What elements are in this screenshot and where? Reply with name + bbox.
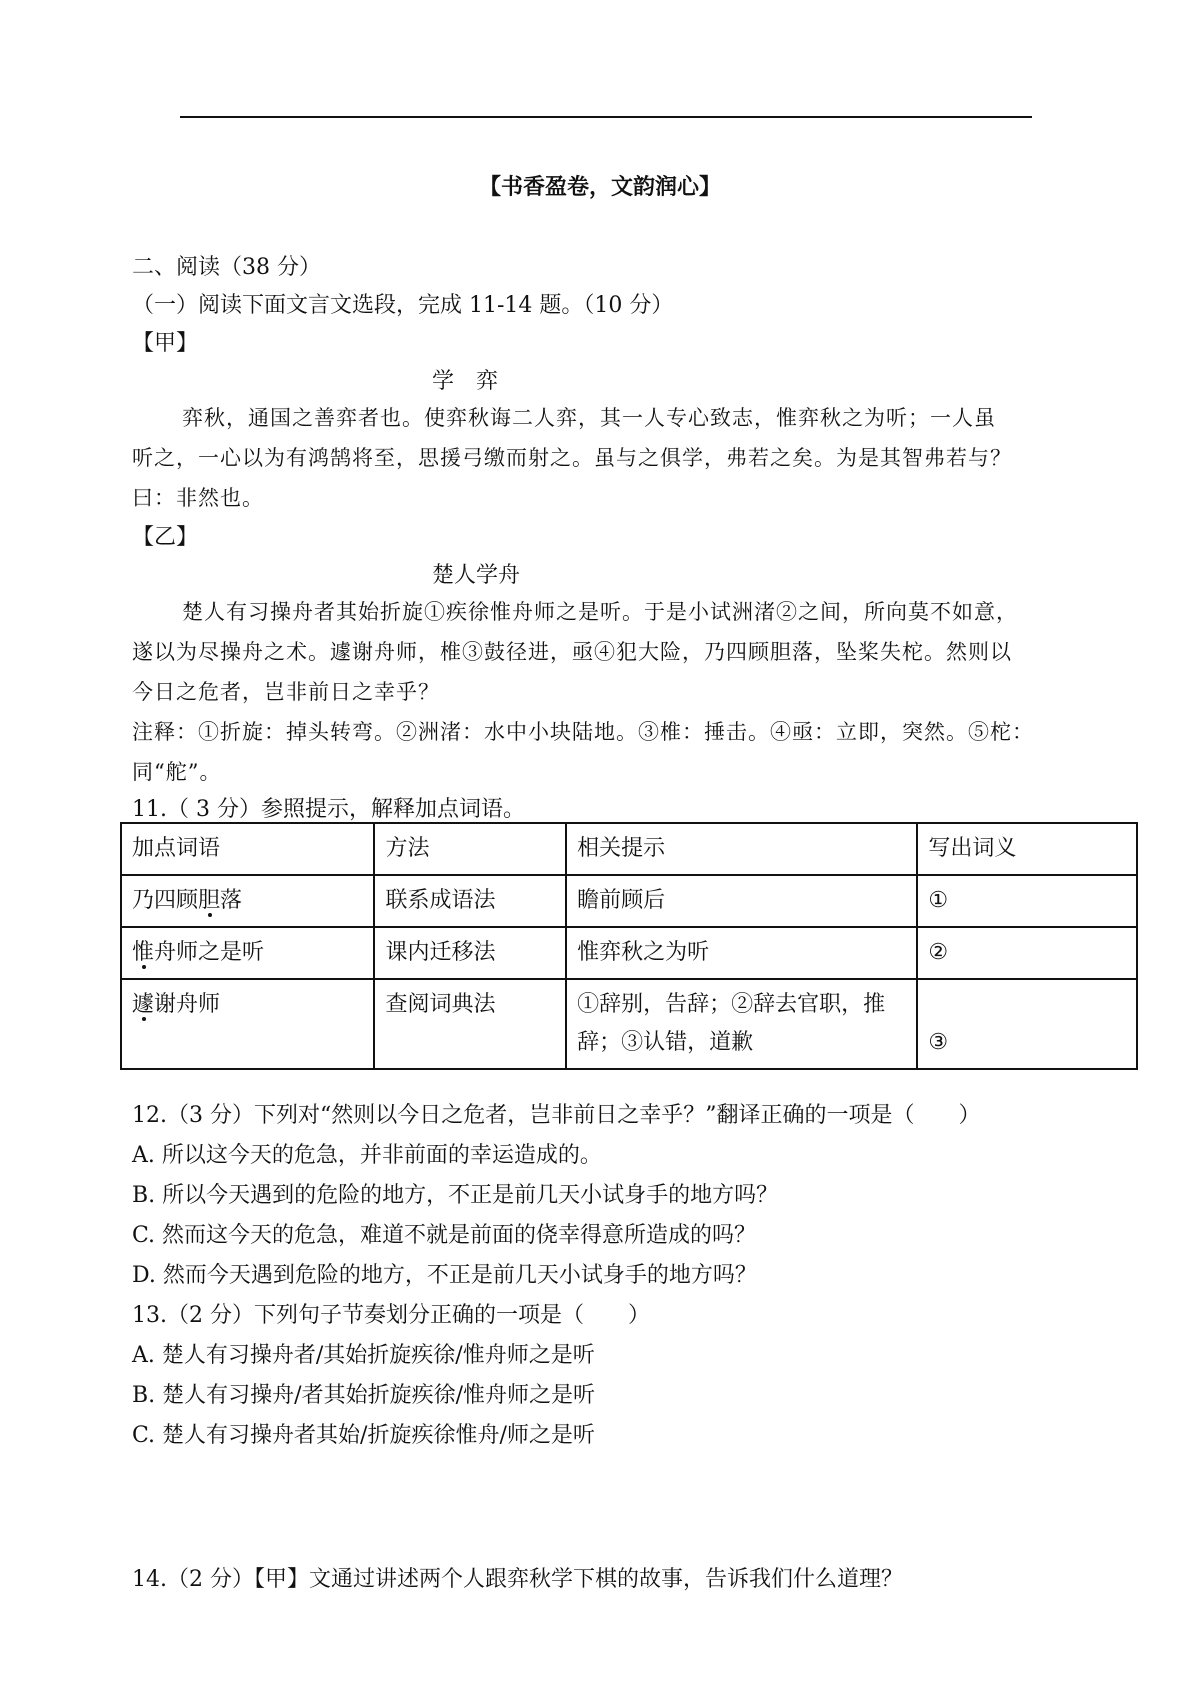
dotted-character: 惟 — [132, 940, 155, 965]
hint-cell: 瞻前顾后 — [566, 875, 917, 927]
answer-cell[interactable]: ① — [917, 875, 1137, 927]
answer-cell[interactable]: ③ — [917, 979, 1137, 1069]
passage-yi-line: 遂以为尽操舟之术。遽谢舟师，椎③鼓径进，亟④犯大险，乃四顾胆落，坠桨失柁。然则以 — [132, 640, 1012, 664]
passage-jia-line: 听之，一心以为有鸿鹄将至，思援弓缴而射之。虽与之俱学，弗若之矣。为是其智弗若与？ — [132, 446, 1012, 470]
vocabulary-table — [120, 822, 1138, 1070]
top-rule — [180, 116, 1032, 118]
question-14-stem: 14.（2 分）【甲】文通过讲述两个人跟弈秋学下棋的故事，告诉我们什么道理？ — [132, 1567, 903, 1592]
dotted-word-cell — [121, 979, 374, 1069]
passage-yi-label: 【乙】 — [132, 525, 199, 550]
passage-jia-line: 曰：非然也。 — [132, 486, 264, 510]
passage-jia-label: 【甲】 — [132, 331, 199, 356]
option-c[interactable]: C. 然而这今天的危急，难道不就是前面的侥幸得意所造成的吗？ — [132, 1223, 757, 1248]
option-c[interactable]: C. 楚人有习操舟者其始/折旋疾徐惟舟/师之是听 — [132, 1423, 595, 1448]
footnote-line: 同“舵”。 — [132, 760, 222, 784]
passage-yi-title: 楚人学舟 — [432, 563, 521, 588]
question-13-stem: 13.（2 分）下列句子节奏划分正确的一项是（ ） — [132, 1303, 650, 1328]
footnote-line: 注释：①折旋：掉头转弯。②洲渚：水中小块陆地。③椎：捶击。④亟：立即，突然。⑤柁： — [132, 720, 1034, 744]
method-cell: 联系成语法 — [374, 875, 566, 927]
word-text: 乃四顾 — [132, 888, 199, 913]
dotted-word-cell — [121, 927, 374, 979]
hint-cell: ①辞别，告辞；②辞去官职，推辞；③认错，道歉 — [566, 979, 917, 1069]
dotted-word-cell — [121, 875, 374, 927]
option-d[interactable]: D. 然而今天遇到危险的地方，不正是前几天小试身手的地方吗？ — [132, 1263, 757, 1288]
table-row — [121, 875, 1137, 927]
method-cell: 查阅词典法 — [374, 979, 566, 1069]
option-b[interactable]: B. 楚人有习操舟/者其始折旋疾徐/惟舟师之是听 — [132, 1383, 595, 1408]
word-text: 谢舟师 — [154, 992, 221, 1017]
dotted-character: 胆 — [198, 888, 221, 913]
table-header-cell: 写出词义 — [917, 823, 1137, 875]
dotted-character: 遽 — [132, 992, 155, 1017]
page-title: 【书香盈卷，文韵润心】 — [478, 174, 721, 200]
word-text: 落 — [220, 888, 243, 913]
table-header-cell: 加点词语 — [121, 823, 374, 875]
option-a[interactable]: A. 所以这今天的危急，并非前面的幸运造成的。 — [132, 1143, 602, 1168]
passage-jia-line: 弈秋，通国之善弈者也。使弈秋诲二人弈，其一人专心致志，惟弈秋之为听；一人虽 — [182, 406, 996, 430]
table-header-row — [121, 823, 1137, 875]
hint-cell: 惟弈秋之为听 — [566, 927, 917, 979]
passage-yi-line: 今日之危者，岂非前日之幸乎？ — [132, 680, 440, 704]
answer-cell[interactable]: ② — [917, 927, 1137, 979]
table-header-cell: 方法 — [374, 823, 566, 875]
section-instructions: （一）阅读下面文言文选段，完成 11-14 题。（10 分） — [132, 293, 674, 318]
table-header-cell: 相关提示 — [566, 823, 917, 875]
word-text: 舟师之是听 — [154, 940, 265, 965]
method-cell: 课内迁移法 — [374, 927, 566, 979]
table-row — [121, 979, 1137, 1069]
option-b[interactable]: B. 所以今天遇到的危险的地方，不正是前几天小试身手的地方吗？ — [132, 1183, 779, 1208]
option-a[interactable]: A. 楚人有习操舟者/其始折旋疾徐/惟舟师之是听 — [132, 1343, 595, 1368]
table-row — [121, 927, 1137, 979]
passage-jia-title: 学 弈 — [432, 369, 499, 394]
question-12-stem: 12.（3 分）下列对“然则以今日之危者，岂非前日之幸乎？”翻译正确的一项是（ ） — [132, 1103, 981, 1128]
passage-yi-line: 楚人有习操舟者其始折旋①疾徐惟舟师之是听。于是小试洲渚②之间，所向莫不如意， — [182, 600, 1018, 624]
section-heading: 二、阅读（38 分） — [132, 255, 321, 280]
question-11-stem: 11.（ 3 分）参照提示，解释加点词语。 — [132, 797, 525, 822]
